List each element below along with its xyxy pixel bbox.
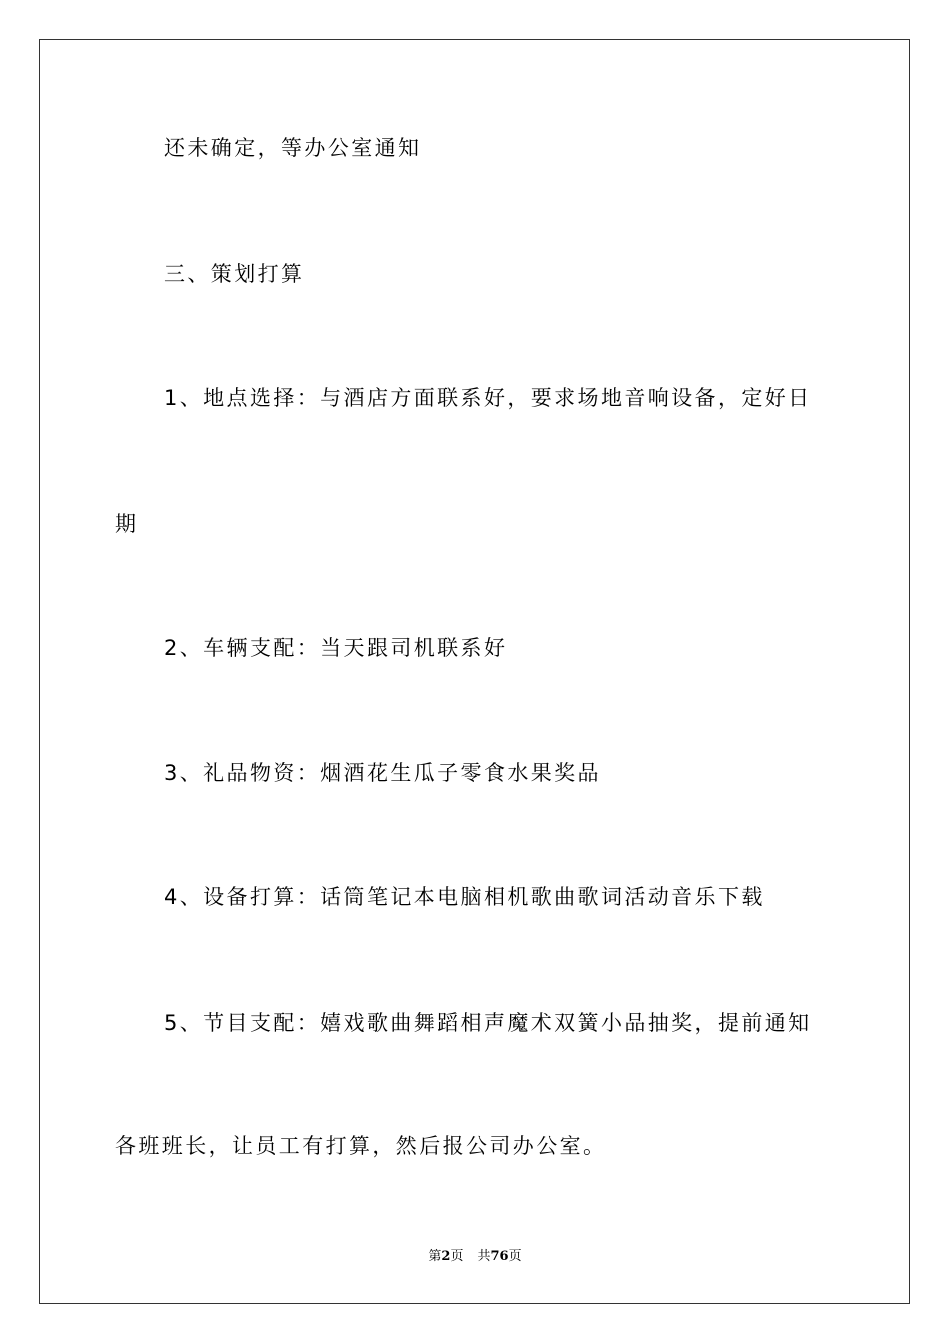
footer-page-prefix: 第 [428, 1249, 442, 1264]
section-heading: 三、策划打算 [164, 262, 305, 286]
footer-page-suffix: 页 [450, 1249, 464, 1264]
footer-page-number: 2 [441, 1249, 451, 1264]
footer-total-pages: 76 [490, 1249, 509, 1264]
paragraph-line-vehicle: 2、车辆支配：当天跟司机联系好 [164, 636, 508, 660]
footer-total-suffix: 页 [508, 1249, 522, 1264]
paragraph-line-1: 还未确定，等办公室通知 [164, 136, 422, 160]
footer-total-prefix: 共 [477, 1249, 491, 1264]
paragraph-line-equipment: 4、设备打算：话筒笔记本电脑相机歌曲歌词活动音乐下载 [164, 885, 765, 909]
paragraph-line-gifts: 3、礼品物资：烟酒花生瓜子零食水果奖品 [164, 761, 601, 785]
page-footer [0, 1249, 950, 1265]
paragraph-line-venue-cont: 期 [115, 512, 139, 536]
paragraph-line-program: 5、节目支配：嬉戏歌曲舞蹈相声魔术双簧小品抽奖，提前通知 [164, 1011, 812, 1035]
paragraph-line-venue: 1、地点选择：与酒店方面联系好，要求场地音响设备，定好日 [164, 386, 812, 410]
paragraph-line-program-cont: 各班班长，让员工有打算，然后报公司办公室。 [115, 1134, 607, 1158]
page-border [39, 39, 910, 1304]
